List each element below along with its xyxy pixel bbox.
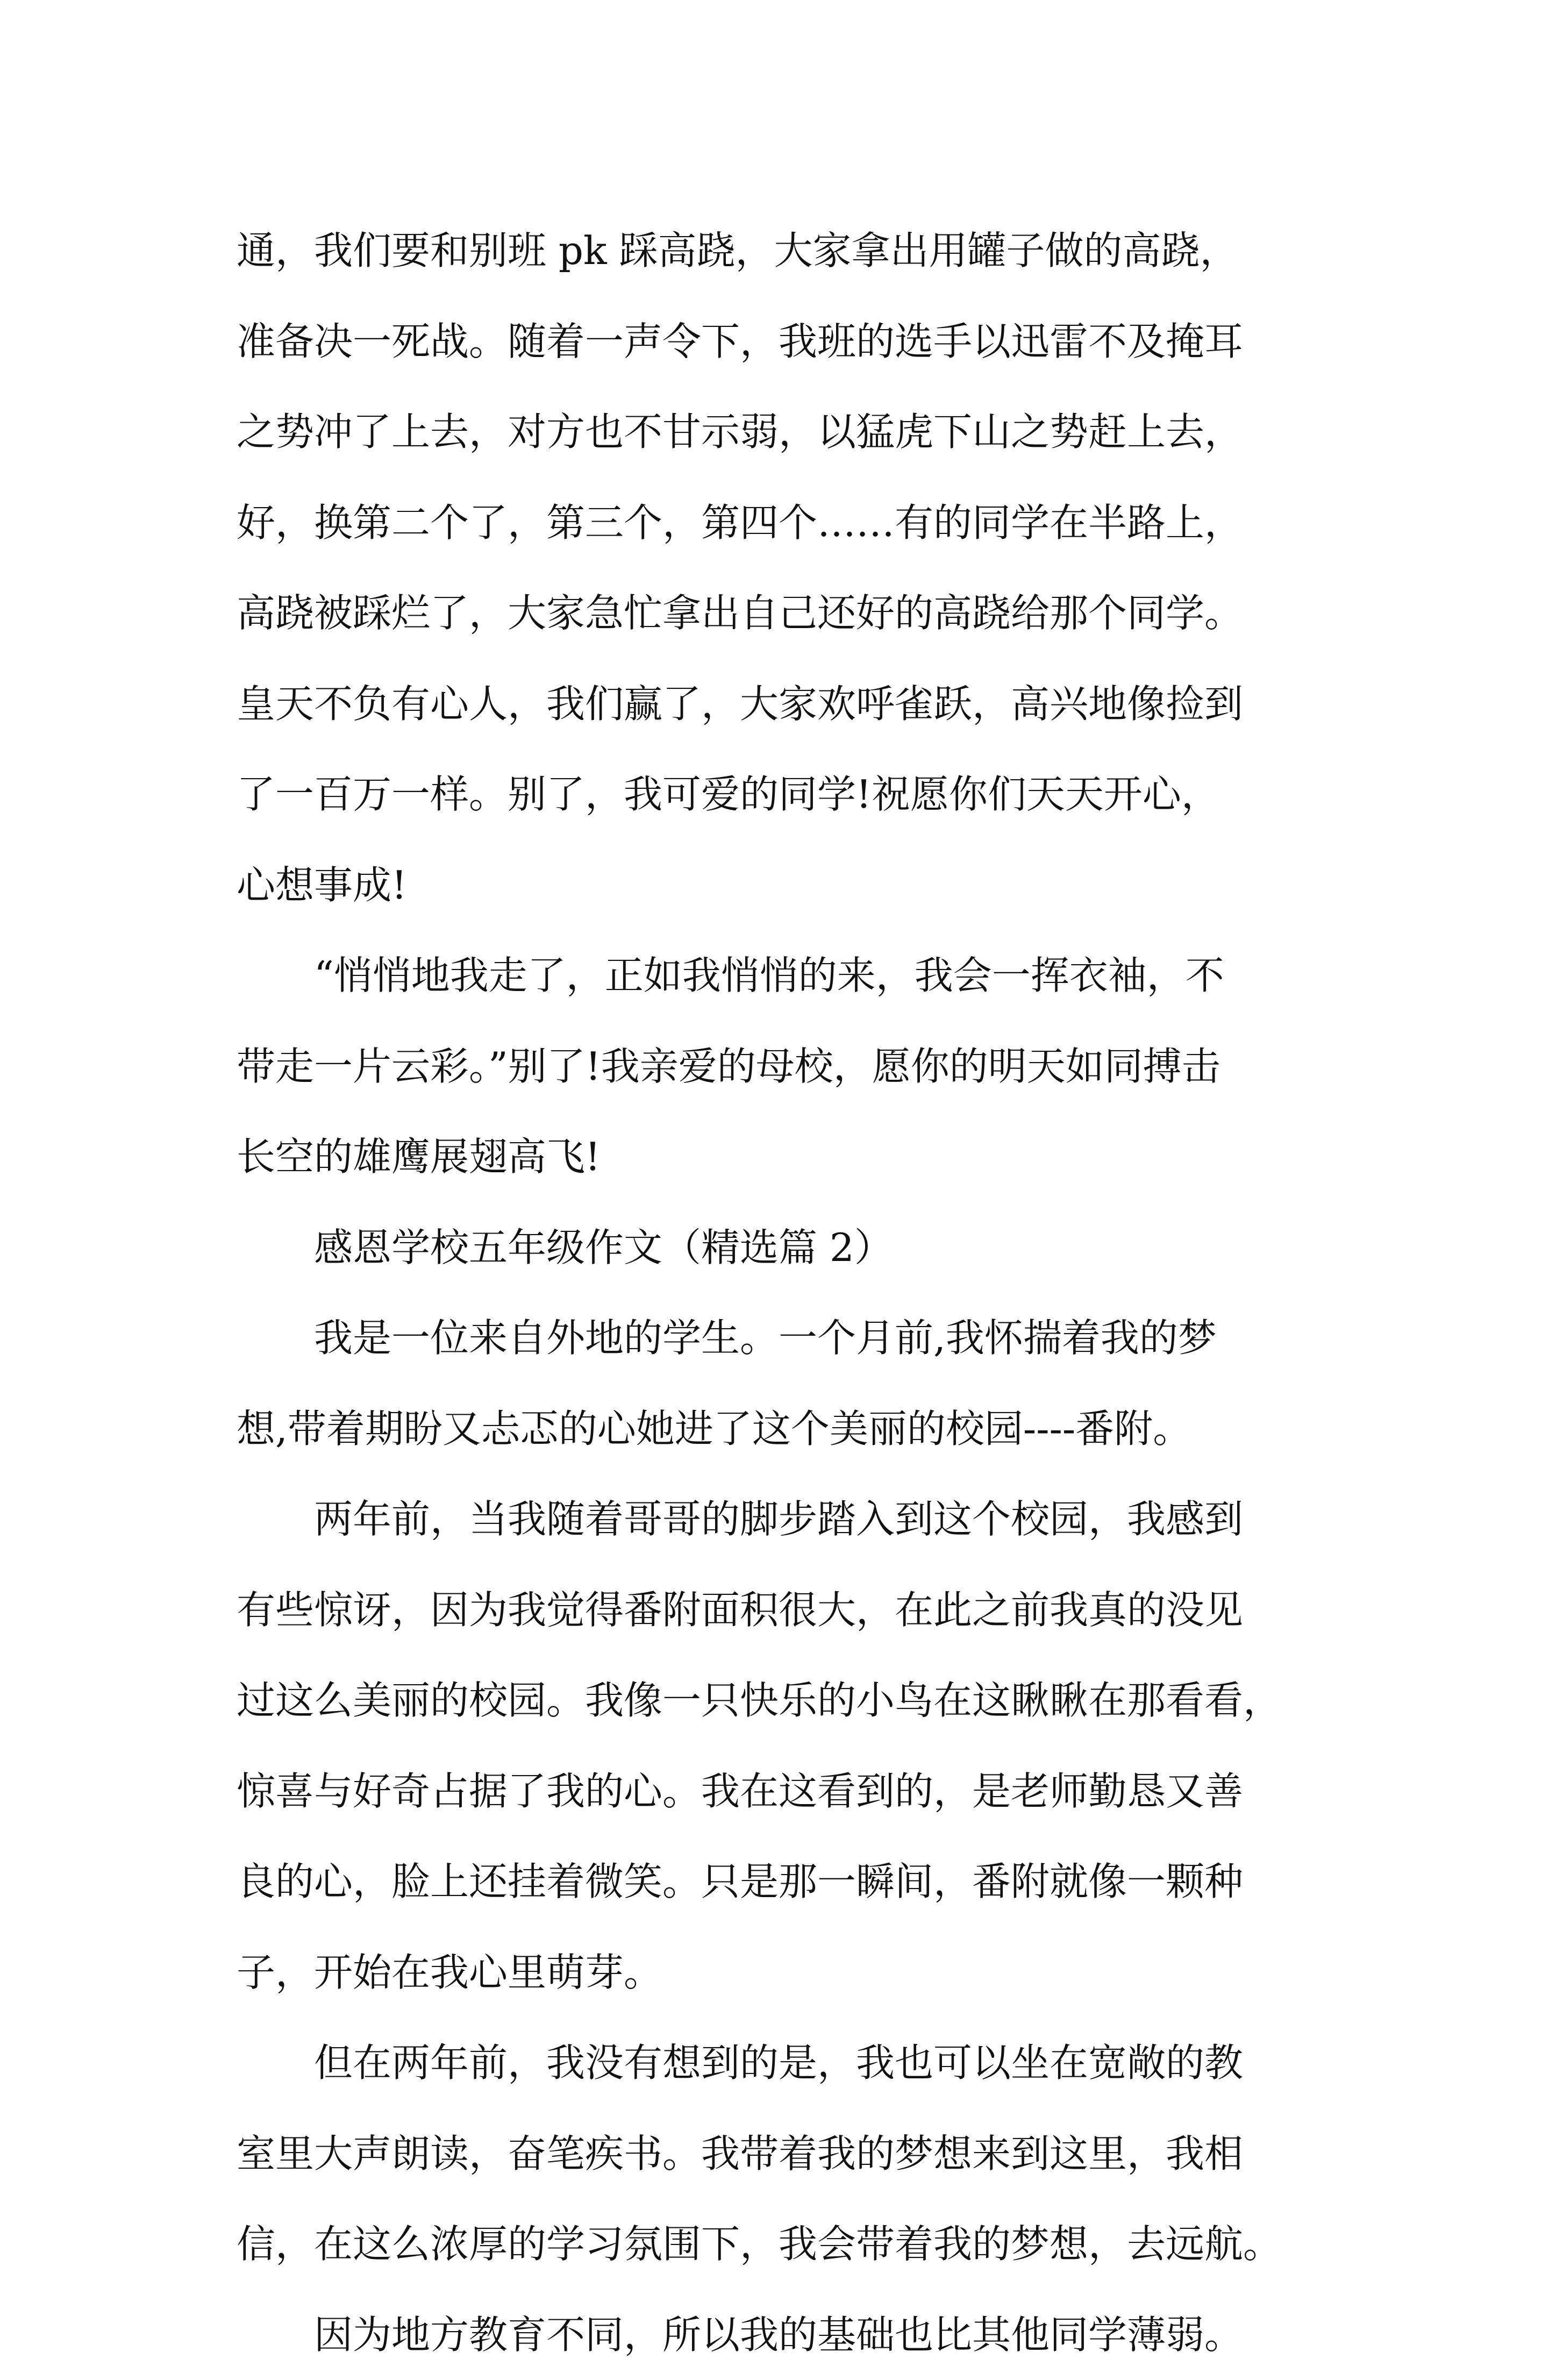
text-line: 子，开始在我心里萌芽。 [237,1927,1323,2018]
text-line: 过这么美丽的校园。我像一只快乐的小鸟在这瞅瞅在那看看， [237,1655,1323,1746]
text-line: 良的心，脸上还挂着微笑。只是那一瞬间，番附就像一颗种 [237,1836,1323,1927]
body-text [237,205,1323,2380]
text-line: 高跷被踩烂了，大家急忙拿出自己还好的高跷给那个同学。 [237,568,1323,659]
text-line: 想,带着期盼又忐忑的心她进了这个美丽的校园----番附。 [237,1384,1323,1474]
text-line: 带走一片云彩。”别了!我亲爱的母校，愿你的明天如同搏击 [237,1021,1323,1112]
text-line: 心想事成! [237,840,1323,931]
text-line: 准备决一死战。随着一声令下，我班的选手以迅雷不及掩耳 [237,296,1323,387]
text-line: 了一百万一样。别了，我可爱的同学!祝愿你们天天开心， [237,749,1323,840]
text-line: 有些惊讶，因为我觉得番附面积很大，在此之前我真的没见 [237,1565,1323,1656]
text-line: “悄悄地我走了，正如我悄悄的来，我会一挥衣袖，不 [237,930,1323,1021]
text-line: 我是一位来自外地的学生。一个月前,我怀揣着我的梦 [237,1293,1323,1384]
text-line: 因为地方教育不同，所以我的基础也比其他同学薄弱。 [237,2290,1323,2380]
text-line: 惊喜与好奇占据了我的心。我在这看到的，是老师勤恳又善 [237,1746,1323,1837]
text-line: 感恩学校五年级作文（精选篇 2） [237,1202,1323,1293]
text-line: 两年前，当我随着哥哥的脚步踏入到这个校园，我感到 [237,1474,1323,1565]
text-line: 但在两年前，我没有想到的是，我也可以坐在宽敞的教 [237,2018,1323,2108]
text-line: 长空的雄鹰展翅高飞! [237,1111,1323,1202]
text-line: 之势冲了上去，对方也不甘示弱，以猛虎下山之势赶上去， [237,387,1323,478]
text-line: 好，换第二个了，第三个，第四个……有的同学在半路上， [237,478,1323,568]
text-line: 室里大声朗读，奋笔疾书。我带着我的梦想来到这里，我相 [237,2108,1323,2199]
text-line: 信，在这么浓厚的学习氛围下，我会带着我的梦想，去远航。 [237,2199,1323,2290]
text-line: 皇天不负有心人，我们赢了，大家欢呼雀跃，高兴地像捡到 [237,659,1323,750]
text-line: 通，我们要和别班 pk 踩高跷，大家拿出用罐子做的高跷， [237,205,1323,296]
